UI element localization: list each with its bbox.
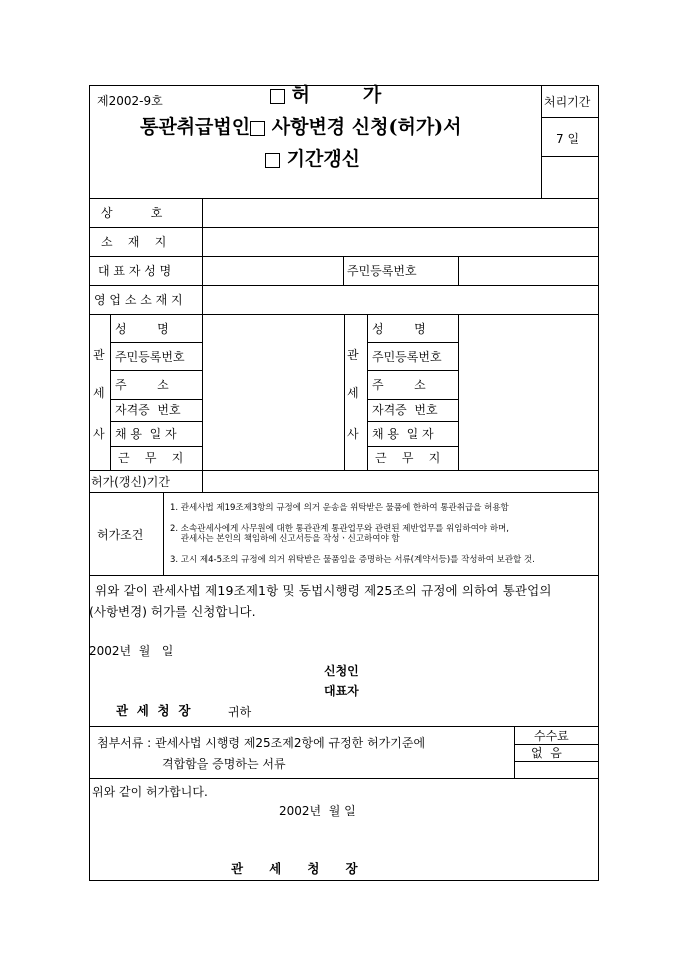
representative-name-label: 대 표 자 성 명 bbox=[98, 264, 172, 278]
application-text-2: (사항변경) 허가를 신청합니다. bbox=[89, 604, 256, 619]
attachment-text-2: 격합함을 증명하는 서류 bbox=[162, 757, 286, 771]
checkbox-change[interactable] bbox=[250, 121, 265, 136]
broker1-license-label: 자격증 번호 bbox=[115, 403, 181, 417]
permit-date: 2002년 월 일 bbox=[279, 804, 356, 818]
resident-number-label: 주민등록번호 bbox=[347, 264, 417, 278]
broker2-hire-date-label: 채 용 일 자 bbox=[372, 427, 434, 441]
permit-period-label: 허가(갱신)기간 bbox=[91, 475, 170, 489]
resident-number-field[interactable] bbox=[460, 258, 596, 284]
office-location-field[interactable] bbox=[204, 287, 596, 313]
application-text-1: 위와 같이 관세사법 제19조제1항 및 동법시행령 제25조의 규정에 의하여 통관업의 bbox=[95, 583, 552, 598]
condition-item-1: 1. 관세사법 제19조제3항의 규정에 의거 운송을 위탁받은 물품에 한하여 통관취급을 허용함 bbox=[170, 503, 509, 513]
title-main: 통관취급법인 사항변경 신청(허가)서 bbox=[140, 116, 462, 138]
checkbox-permit[interactable] bbox=[270, 89, 285, 104]
condition-item-2-cont: 관세사는 본인의 책임하에 신고서등을 작성ㆍ신고하여야 함 bbox=[170, 534, 400, 544]
broker2-name-label: 성 명 bbox=[372, 322, 426, 336]
company-name-field[interactable] bbox=[204, 200, 596, 226]
form-number: 제2002-9호 bbox=[97, 94, 163, 108]
applicant-label: 신청인 bbox=[324, 664, 359, 678]
attachment-text-1: 첨부서류 : 관세사법 시행령 제25조제2항에 규정한 허가기준에 bbox=[97, 736, 426, 750]
broker-side-char-3: 사 bbox=[93, 427, 105, 441]
broker1-address-label: 주 소 bbox=[115, 378, 169, 392]
broker2-resident-label: 주민등록번호 bbox=[372, 350, 442, 364]
broker2-values-area[interactable] bbox=[460, 316, 596, 468]
fee-label: 수수료 bbox=[534, 729, 569, 743]
condition-item-2: 2. 소속관세사에게 사무원에 대한 통관관계 통관업무와 관련된 제반업무를 위임하여야 하며, bbox=[170, 524, 509, 534]
addressee-honorific: 귀하 bbox=[228, 705, 252, 719]
permit-period-field[interactable] bbox=[204, 472, 596, 491]
permit-signer: 관 세 청 장 bbox=[231, 861, 358, 876]
processing-period-value: 7 일 bbox=[556, 132, 580, 146]
broker2-workplace-label: 근 무 지 bbox=[375, 451, 441, 465]
broker1-resident-label: 주민등록번호 bbox=[115, 350, 185, 364]
addressee-label: 관 세 청 장 bbox=[116, 703, 191, 718]
checkbox-renewal[interactable] bbox=[265, 153, 280, 168]
broker1-name-label: 성 명 bbox=[115, 322, 169, 336]
office-location-label: 영 업 소 소 재 지 bbox=[94, 293, 183, 307]
broker-side-char-1: 관 bbox=[93, 348, 105, 362]
broker2-side-char-1: 관 bbox=[347, 348, 359, 362]
broker2-side-char-3: 사 bbox=[347, 427, 359, 441]
processing-period-label: 처리기간 bbox=[544, 95, 591, 109]
company-name-label: 상 호 bbox=[101, 206, 163, 220]
broker1-hire-date-label: 채 용 일 자 bbox=[115, 427, 177, 441]
application-date: 2002년 월 일 bbox=[89, 644, 174, 658]
location-label: 소 재 지 bbox=[101, 235, 167, 249]
broker2-side-char-2: 세 bbox=[347, 386, 359, 400]
representative-label: 대표자 bbox=[324, 684, 359, 698]
location-field[interactable] bbox=[204, 229, 596, 255]
broker1-workplace-label: 근 무 지 bbox=[118, 451, 184, 465]
broker2-address-label: 주 소 bbox=[372, 378, 426, 392]
broker-side-char-2: 세 bbox=[93, 386, 105, 400]
permit-text: 위와 같이 허가합니다. bbox=[92, 785, 208, 799]
title-permit: 허 가 bbox=[270, 88, 381, 104]
fee-value: 없 음 bbox=[531, 746, 562, 760]
title-renewal: 기간갱신 bbox=[265, 152, 360, 168]
representative-name-field[interactable] bbox=[204, 258, 342, 284]
broker2-license-label: 자격증 번호 bbox=[372, 403, 438, 417]
condition-item-3: 3. 고시 제4-5조의 규정에 의거 위탁받은 물품임을 증명하는 서류(계약서등)를 작성하여 보관할 것. bbox=[170, 555, 535, 565]
conditions-label: 허가조건 bbox=[97, 528, 144, 542]
broker1-values-area[interactable] bbox=[204, 316, 342, 468]
